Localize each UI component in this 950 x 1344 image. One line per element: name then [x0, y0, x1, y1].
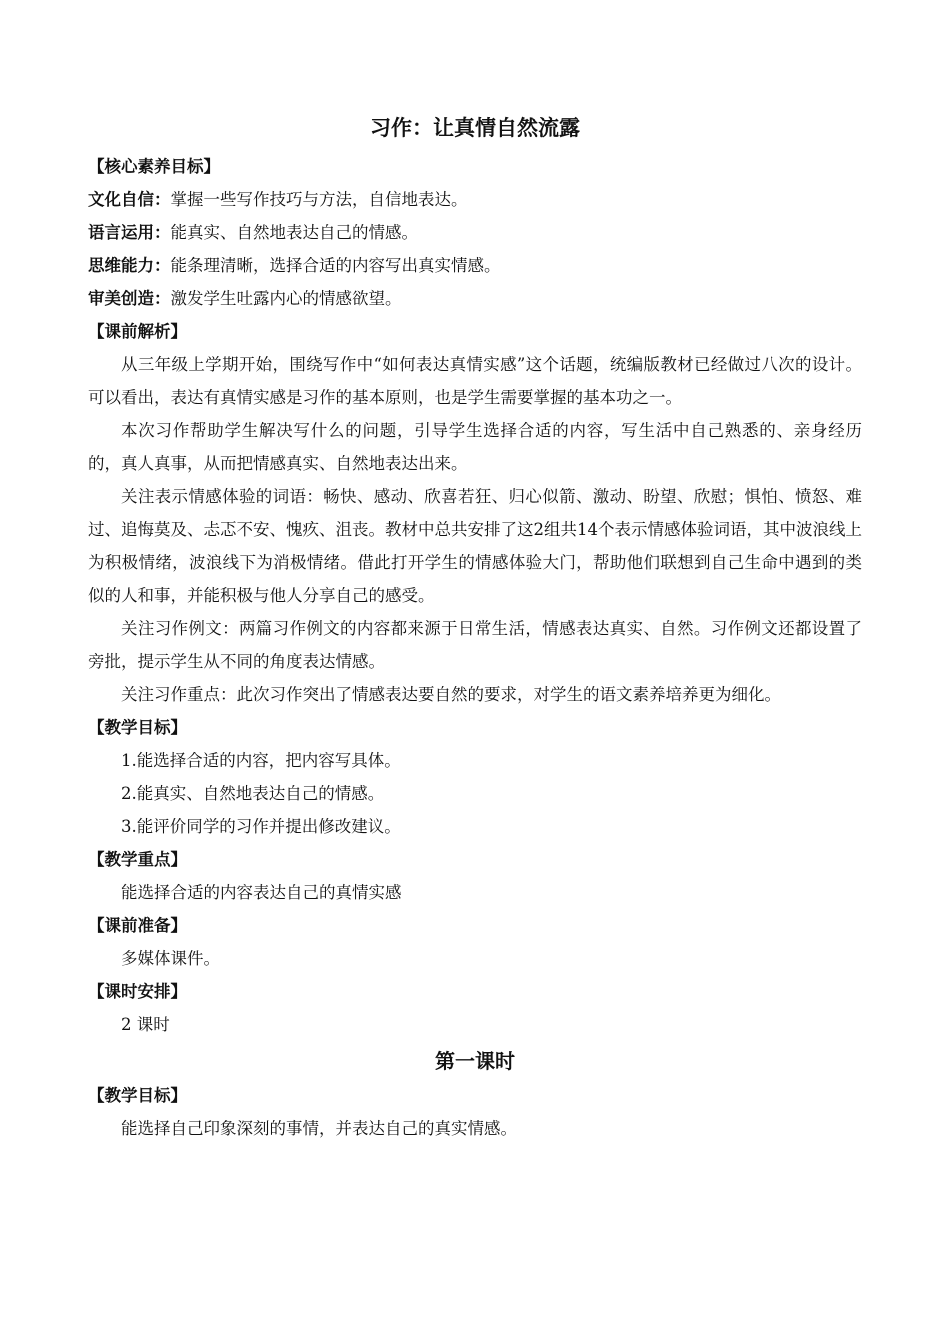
- schedule-heading: 【课时安排】: [88, 982, 187, 1001]
- teaching-goals-heading: 【教学目标】: [88, 718, 187, 737]
- core-goal-label: 审美创造：: [88, 289, 171, 308]
- key-points-text: 能选择合适的内容表达自己的真情实感: [121, 883, 402, 902]
- core-goal-text: 掌握一些写作技巧与方法，自信地表达。: [170, 190, 468, 209]
- teaching-goal-item: 3.能评价同学的习作并提出修改建议。: [121, 817, 401, 836]
- key-points-heading: 【教学重点】: [88, 850, 187, 869]
- core-goal-text: 激发学生吐露内心的情感欲望。: [170, 289, 402, 308]
- schedule-text: 2 课时: [121, 1015, 170, 1034]
- core-goal-item: [88, 216, 862, 249]
- analysis-paragraph: 从三年级上学期开始，围绕写作中“如何表达真情实感”这个话题，统编版教材已经做过八次的设计。可以看出，表达有真情实感是习作的基本原则，也是学生需要掌握的基本功之一。: [88, 355, 862, 407]
- document-page: [88, 112, 862, 1145]
- document-title: 习作：让真情自然流露: [370, 116, 580, 140]
- analysis-section: [88, 315, 862, 711]
- lesson1-goals-heading: 【教学目标】: [88, 1086, 187, 1105]
- core-goal-item: [88, 249, 862, 282]
- lesson1-section: [88, 1043, 862, 1145]
- core-goal-item: [88, 282, 862, 315]
- analysis-heading: 【课前解析】: [88, 322, 187, 341]
- teaching-goal-item: 1.能选择合适的内容，把内容写具体。: [121, 751, 401, 770]
- key-points-section: [88, 843, 862, 909]
- core-goal-label: 思维能力：: [88, 256, 171, 275]
- analysis-paragraph: 关注习作例文：两篇习作例文的内容都来源于日常生活，情感表达真实、自然。习作例文还都设置了旁批，提示学生从不同的角度表达情感。: [88, 619, 862, 671]
- core-goals-heading: 【核心素养目标】: [88, 157, 220, 176]
- analysis-paragraph: 本次习作帮助学生解决写什么的问题，引导学生选择合适的内容，写生活中自己熟悉的、亲身经历的，真人真事，从而把情感真实、自然地表达出来。: [88, 421, 862, 473]
- preparation-heading: 【课前准备】: [88, 916, 187, 935]
- core-goal-text: 能真实、自然地表达自己的情感。: [170, 223, 418, 242]
- lesson1-goals-text: 能选择自己印象深刻的事情，并表达自己的真实情感。: [121, 1119, 517, 1138]
- teaching-goals-section: [88, 711, 862, 843]
- schedule-section: [88, 975, 862, 1041]
- core-goals-section: [88, 150, 862, 315]
- core-goal-label: 文化自信：: [88, 190, 171, 209]
- teaching-goal-item: 2.能真实、自然地表达自己的情感。: [121, 784, 385, 803]
- analysis-paragraph: 关注习作重点：此次习作突出了情感表达要自然的要求，对学生的语文素养培养更为细化。: [121, 685, 781, 704]
- preparation-text: 多媒体课件。: [121, 949, 220, 968]
- core-goal-text: 能条理清晰，选择合适的内容写出真实情感。: [170, 256, 501, 275]
- core-goal-label: 语言运用：: [88, 223, 171, 242]
- core-goal-item: [88, 183, 862, 216]
- analysis-paragraph: 关注表示情感体验的词语：畅快、感动、欣喜若狂、归心似箭、激动、盼望、欣慰；惧怕、愤怒、难过、追悔莫及、忐忑不安、愧疚、沮丧。教材中总共安排了这2组共14个表示情感体验词语，其中波浪线上为积极情绪，波浪线下为消极情绪。借此打开学生的情感体验大门，帮助他们联想到自己生命中遇到的类似的人和事，并能积极与他人分享自己的感受。: [88, 487, 862, 605]
- preparation-section: [88, 909, 862, 975]
- lesson1-title: 第一课时: [435, 1049, 515, 1073]
